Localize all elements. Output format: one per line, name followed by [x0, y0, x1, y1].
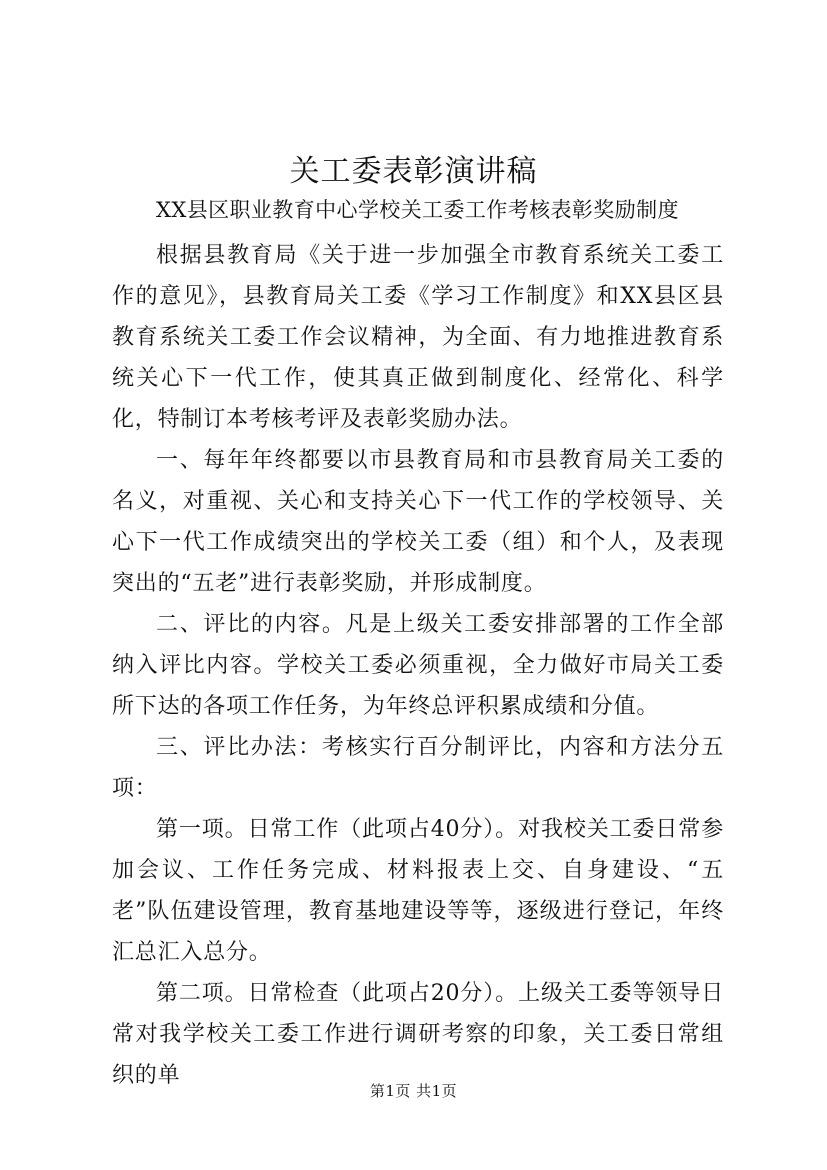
document-body — [112, 190, 724, 1096]
paragraph-item-3: 三、评比办法：考核实行百分制评比，内容和方法分五项： — [112, 735, 724, 801]
paragraph-section-1: 第一项。日常工作（此项占40分）。对我校关工委日常参加会议、工作任务完成、材料报表上交、自身建设、“五老”队伍建设管理，教育基地建设等等，逐级进行登记，年终汇总汇入总分。 — [112, 817, 724, 965]
paragraph-intro: 根据县教育局《关于进一步加强全市教育系统关工委工作的意见》，县教育局关工委《学习工作制度》和XX县区县教育系统关工委工作会议精神，为全面、有力地推进教育系统关心下一代工作，使其真正做到制度化、经常化、科学化，特制订本考核考评及表彰奖励办法。 — [112, 243, 724, 432]
paragraph-item-1: 一、每年年终都要以市县教育局和市县教育局关工委的名义，对重视、关心和支持关心下一代工作的学校领导、关心下一代工作成绩突出的学校关工委（组）和个人，及表现突出的“五老”进行表彰奖励，并形成制度。 — [112, 448, 724, 596]
paragraph-item-2: 二、评比的内容。凡是上级关工委安排部署的工作全部纳入评比内容。学校关工委必须重视，全力做好市局关工委所下达的各项工作任务，为年终总评积累成绩和分值。 — [112, 612, 724, 719]
paragraph-section-2: 第二项。日常检查（此项占20分）。上级关工委等领导日常对我学校关工委工作进行调研考察的印象，关工委日常组织的单 — [112, 981, 724, 1088]
document-subtitle: XX县区职业教育中心学校关工委工作考核表彰奖励制度 — [156, 198, 679, 222]
page-title: 关工委表彰演讲稿 — [289, 154, 538, 189]
page-footer: 第1页 共1页 — [369, 1082, 458, 1100]
